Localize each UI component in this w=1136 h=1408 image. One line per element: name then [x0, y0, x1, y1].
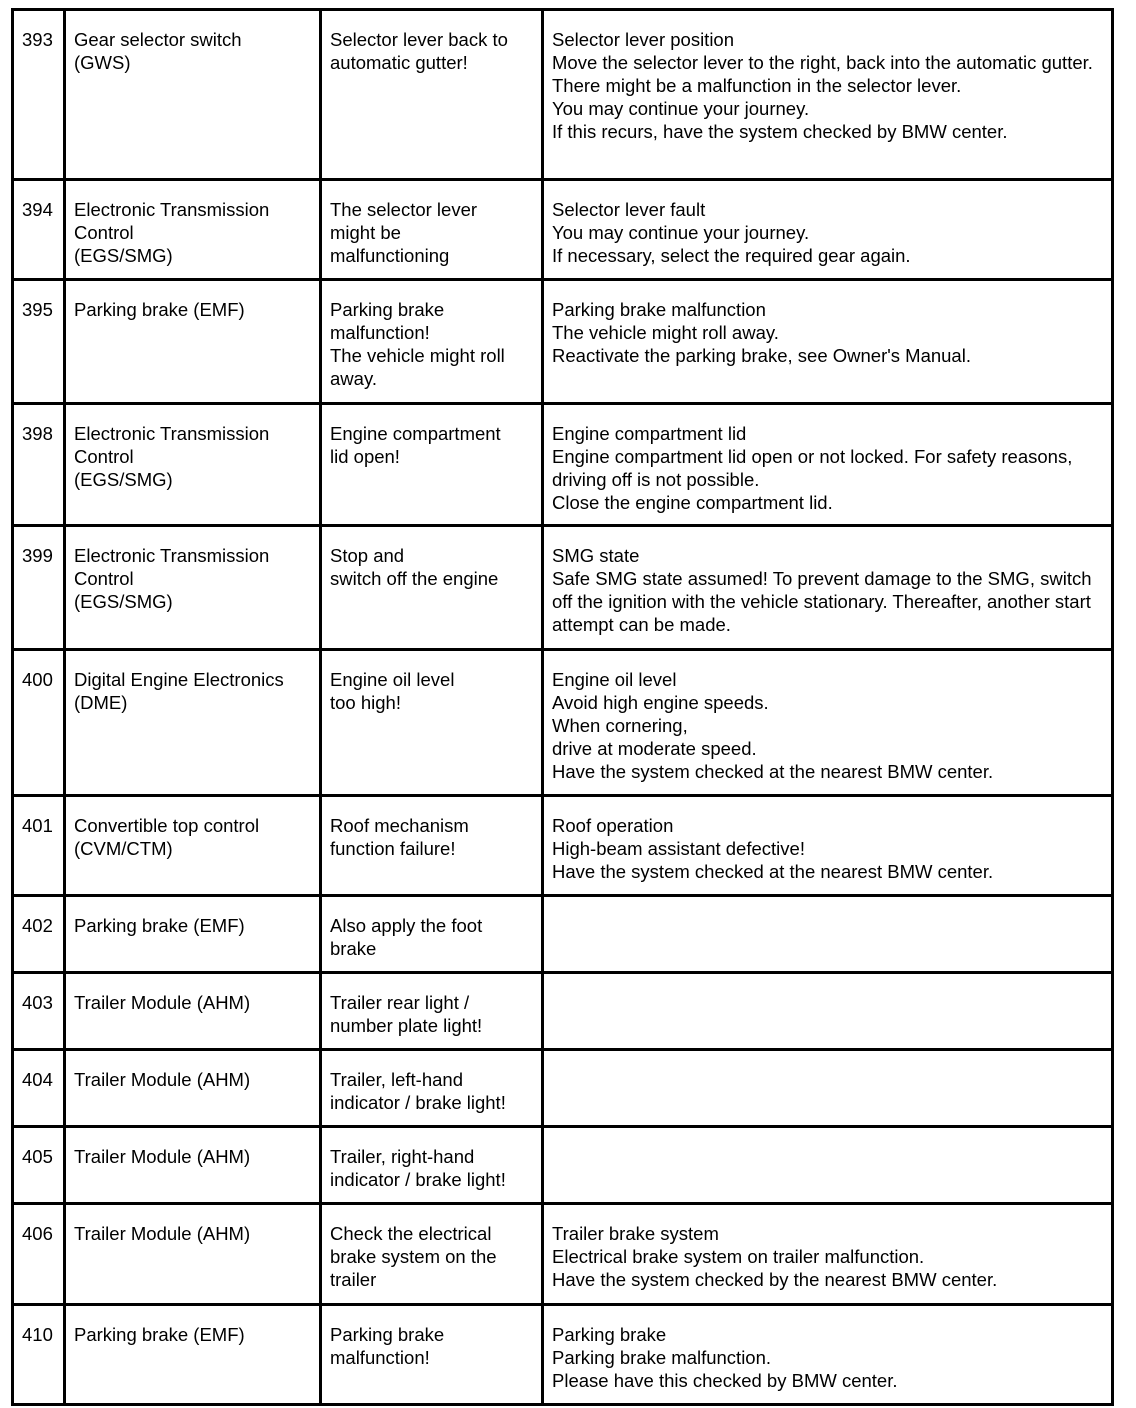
details-line: Safe SMG state assumed! To prevent damage to the SMG, switch off the ignition with the vehicle stationary. Thereafter, another start attempt can be made.: [552, 568, 1092, 635]
details-line: If necessary, select the required gear again.: [552, 245, 911, 266]
code-text: 394: [22, 199, 53, 220]
message-line: indicator / brake light!: [330, 1092, 506, 1113]
details-line: drive at moderate speed.: [552, 738, 757, 759]
code-text: 406: [22, 1223, 53, 1244]
message-line: The vehicle might roll: [330, 345, 505, 366]
table-row: [13, 280, 1113, 404]
details-line: Selector lever position: [552, 29, 735, 50]
details-line: If this recurs, have the system checked by BMW center.: [552, 121, 1008, 142]
code-cell: [13, 1305, 65, 1405]
message-cell: [321, 180, 543, 280]
module-cell: [65, 280, 321, 404]
details-line: Move the selector lever to the right, back into the automatic gutter.: [552, 52, 1093, 73]
module-line: (DME): [74, 692, 128, 713]
message-cell: [321, 404, 543, 526]
details-line: High-beam assistant defective!: [552, 838, 805, 859]
module-line: Electronic Transmission: [74, 545, 270, 566]
message-line: malfunction!: [330, 322, 430, 343]
module-cell: [65, 1204, 321, 1305]
details-line: Reactivate the parking brake, see Owner's Manual.: [552, 345, 971, 366]
code-cell: [13, 10, 65, 180]
details-line: Parking brake malfunction.: [552, 1347, 772, 1368]
module-line: Electronic Transmission: [74, 423, 270, 444]
table-row: [13, 1050, 1113, 1127]
message-line: function failure!: [330, 838, 456, 859]
message-line: Stop and: [330, 545, 405, 566]
code-text: 401: [22, 815, 53, 836]
details-line: Selector lever fault: [552, 199, 706, 220]
module-line: Parking brake (EMF): [74, 915, 245, 936]
details-line: Parking brake: [552, 1324, 667, 1345]
module-line: Electronic Transmission: [74, 199, 270, 220]
message-line: lid open!: [330, 446, 400, 467]
message-line: Engine oil level: [330, 669, 455, 690]
code-cell: [13, 1127, 65, 1204]
code-text: 404: [22, 1069, 53, 1090]
code-text: 398: [22, 423, 53, 444]
message-line: Trailer, right-hand: [330, 1146, 475, 1167]
message-line: brake system on the: [330, 1246, 497, 1267]
message-cell: [321, 280, 543, 404]
details-cell: [543, 1050, 1113, 1127]
module-line: Parking brake (EMF): [74, 1324, 245, 1345]
message-line: Selector lever back to: [330, 29, 508, 50]
message-line: switch off the engine: [330, 568, 499, 589]
details-line: SMG state: [552, 545, 640, 566]
details-line: Engine compartment lid open or not locked. For safety reasons, driving off is not possible.: [552, 446, 1073, 490]
code-text: 410: [22, 1324, 53, 1345]
table-row: [13, 404, 1113, 526]
message-cell: [321, 796, 543, 896]
message-line: number plate light!: [330, 1015, 483, 1036]
details-cell: [543, 973, 1113, 1050]
details-line: When cornering,: [552, 715, 688, 736]
details-line: Have the system checked at the nearest BMW center.: [552, 761, 994, 782]
message-line: Parking brake: [330, 1324, 445, 1345]
code-text: 393: [22, 29, 53, 50]
code-text: 395: [22, 299, 53, 320]
module-line: Digital Engine Electronics: [74, 669, 284, 690]
module-line: Trailer Module (AHM): [74, 1069, 251, 1090]
code-cell: [13, 526, 65, 650]
code-cell: [13, 796, 65, 896]
code-cell: [13, 1050, 65, 1127]
details-line: You may continue your journey.: [552, 222, 810, 243]
message-line: Trailer, left-hand: [330, 1069, 463, 1090]
message-line: away.: [330, 368, 377, 389]
table-body: [13, 10, 1113, 1405]
details-line: The vehicle might roll away.: [552, 322, 779, 343]
check-control-table: [11, 8, 1114, 1406]
details-cell: [543, 280, 1113, 404]
module-cell: [65, 180, 321, 280]
message-line: malfunctioning: [330, 245, 450, 266]
module-line: Control: [74, 568, 134, 589]
details-cell: [543, 404, 1113, 526]
code-text: 400: [22, 669, 53, 690]
module-line: (EGS/SMG): [74, 591, 173, 612]
code-cell: [13, 1204, 65, 1305]
module-line: Trailer Module (AHM): [74, 1146, 251, 1167]
message-line: Roof mechanism: [330, 815, 469, 836]
message-line: might be: [330, 222, 401, 243]
module-line: Gear selector switch: [74, 29, 242, 50]
message-cell: [321, 650, 543, 796]
module-cell: [65, 404, 321, 526]
details-line: Engine oil level: [552, 669, 677, 690]
message-line: Also apply the foot: [330, 915, 483, 936]
code-cell: [13, 650, 65, 796]
details-cell: [543, 1305, 1113, 1405]
table-row: [13, 526, 1113, 650]
table-row: [13, 896, 1113, 973]
message-cell: [321, 973, 543, 1050]
module-cell: [65, 973, 321, 1050]
message-cell: [321, 1305, 543, 1405]
message-line: Check the electrical: [330, 1223, 492, 1244]
module-line: (EGS/SMG): [74, 245, 173, 266]
message-cell: [321, 1050, 543, 1127]
details-cell: [543, 650, 1113, 796]
module-cell: [65, 526, 321, 650]
message-cell: [321, 896, 543, 973]
module-line: (EGS/SMG): [74, 469, 173, 490]
module-cell: [65, 896, 321, 973]
module-cell: [65, 796, 321, 896]
message-line: too high!: [330, 692, 401, 713]
table-row: [13, 796, 1113, 896]
details-cell: [543, 896, 1113, 973]
details-cell: [543, 1204, 1113, 1305]
code-text: 403: [22, 992, 53, 1013]
table-row: [13, 1127, 1113, 1204]
code-cell: [13, 280, 65, 404]
details-line: There might be a malfunction in the selector lever.: [552, 75, 962, 96]
module-line: Trailer Module (AHM): [74, 1223, 251, 1244]
message-cell: [321, 10, 543, 180]
code-cell: [13, 896, 65, 973]
module-cell: [65, 650, 321, 796]
details-cell: [543, 10, 1113, 180]
details-line: Trailer brake system: [552, 1223, 719, 1244]
module-line: (GWS): [74, 52, 131, 73]
table-row: [13, 1305, 1113, 1405]
table-row: [13, 10, 1113, 180]
module-line: (CVM/CTM): [74, 838, 173, 859]
details-line: Have the system checked by the nearest BMW center.: [552, 1269, 998, 1290]
table-row: [13, 650, 1113, 796]
code-text: 405: [22, 1146, 53, 1167]
details-line: Parking brake malfunction: [552, 299, 766, 320]
table-row: [13, 180, 1113, 280]
code-cell: [13, 404, 65, 526]
details-line: Avoid high engine speeds.: [552, 692, 769, 713]
code-cell: [13, 973, 65, 1050]
details-line: Electrical brake system on trailer malfunction.: [552, 1246, 925, 1267]
module-line: Trailer Module (AHM): [74, 992, 251, 1013]
details-cell: [543, 796, 1113, 896]
code-text: 402: [22, 915, 53, 936]
message-line: automatic gutter!: [330, 52, 468, 73]
message-line: brake: [330, 938, 377, 959]
table-row: [13, 1204, 1113, 1305]
module-line: Control: [74, 222, 134, 243]
module-cell: [65, 1305, 321, 1405]
module-line: Control: [74, 446, 134, 467]
details-line: Close the engine compartment lid.: [552, 492, 833, 513]
details-line: You may continue your journey.: [552, 98, 810, 119]
message-line: The selector lever: [330, 199, 478, 220]
module-cell: [65, 1050, 321, 1127]
message-line: malfunction!: [330, 1347, 430, 1368]
message-line: Engine compartment: [330, 423, 501, 444]
code-text: 399: [22, 545, 53, 566]
code-cell: [13, 180, 65, 280]
module-cell: [65, 1127, 321, 1204]
message-cell: [321, 526, 543, 650]
details-cell: [543, 1127, 1113, 1204]
details-line: Engine compartment lid: [552, 423, 747, 444]
module-line: Convertible top control: [74, 815, 260, 836]
details-cell: [543, 180, 1113, 280]
details-cell: [543, 526, 1113, 650]
module-line: Parking brake (EMF): [74, 299, 245, 320]
module-cell: [65, 10, 321, 180]
details-line: Have the system checked at the nearest BMW center.: [552, 861, 994, 882]
table-row: [13, 973, 1113, 1050]
message-cell: [321, 1127, 543, 1204]
message-line: Trailer rear light /: [330, 992, 470, 1013]
message-line: indicator / brake light!: [330, 1169, 506, 1190]
message-line: trailer: [330, 1269, 377, 1290]
message-cell: [321, 1204, 543, 1305]
message-line: Parking brake: [330, 299, 445, 320]
details-line: Please have this checked by BMW center.: [552, 1370, 898, 1391]
details-line: Roof operation: [552, 815, 674, 836]
